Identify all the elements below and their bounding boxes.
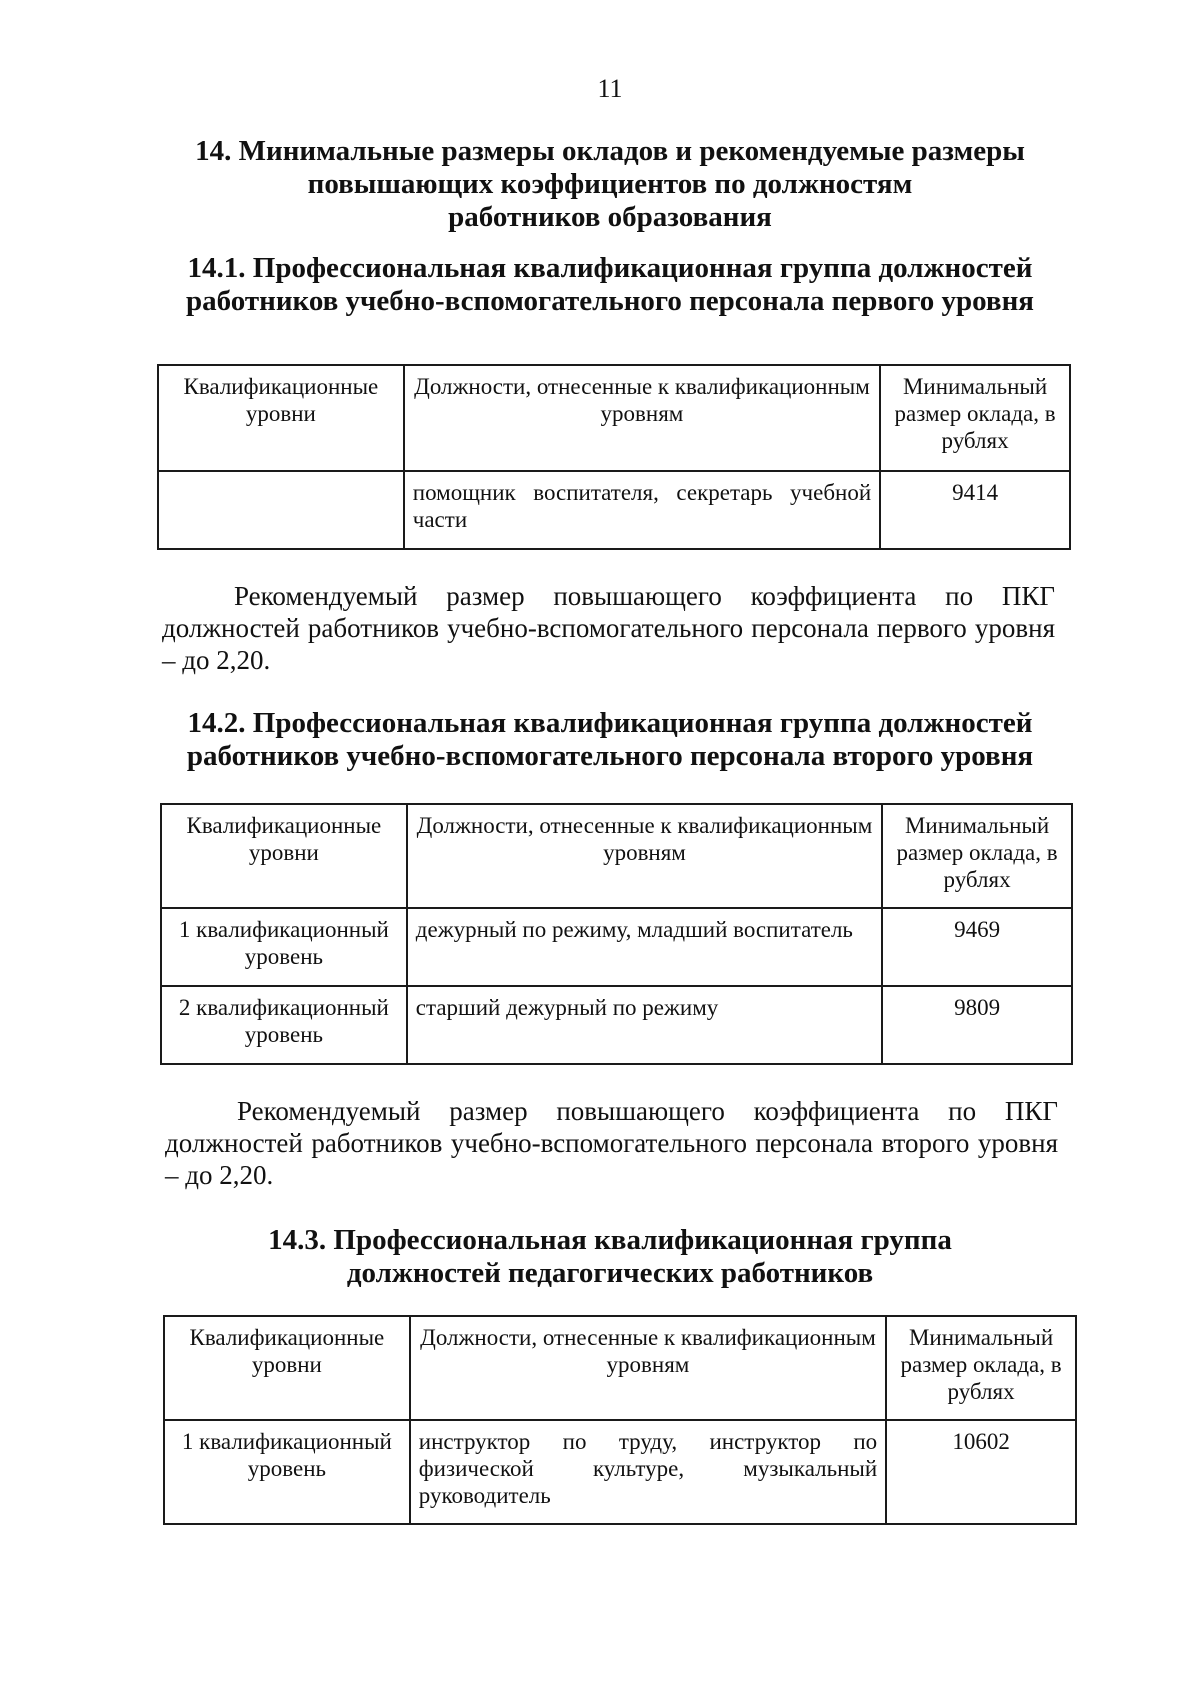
note-14-1: Рекомендуемый размер повышающего коэффициента по ПКГ должностей работников учебно-вспомогательного персонала первого уровня – до 2,20. [162,581,1055,675]
section-title-line-1: 14. Минимальные размеры окладов и рекомендуемые размеры [195,135,1025,167]
subsection-14-3-title-line-2: должностей педагогических работников [346,1257,874,1289]
table-header-row [164,1316,1076,1420]
subsection-14-3-title [150,1224,1070,1290]
note-14-2: Рекомендуемый размер повышающего коэффициента по ПКГ должностей работников учебно-вспомогательного персонала второго уровня – до 2,20. [165,1096,1058,1190]
cell-positions: старший дежурный по режиму [407,986,882,1064]
table-14-1 [157,364,1071,550]
table-row [164,1420,1076,1524]
cell-positions: помощник воспитателя, секретарь учебной части [404,471,880,549]
header-positions: Должности, отнесенные к квалификационным уровням [410,1316,886,1420]
table-row [161,986,1072,1064]
table-row [161,908,1072,986]
subsection-14-3-title-line-1: 14.3. Профессиональная квалификационная группа [268,1224,952,1256]
header-positions: Должности, отнесенные к квалификационным уровням [404,365,880,471]
section-title-line-2: повышающих коэффициентов по должностям [307,168,913,200]
cell-salary: 9414 [880,471,1070,549]
cell-level: 1 квалификационный уровень [161,908,407,986]
header-levels: Квалификационные уровни [164,1316,410,1420]
header-levels: Квалификационные уровни [158,365,404,471]
subsection-14-2-title [150,707,1070,773]
table-14-2 [160,803,1073,1065]
subsection-14-2-title-line-2: работников учебно-вспомогательного персонала второго уровня [186,740,1034,772]
cell-salary: 10602 [886,1420,1076,1524]
table-header-row [161,804,1072,908]
header-salary: Минимальный размер оклада, в рублях [886,1316,1076,1420]
table-header-row [158,365,1070,471]
table-14-3 [163,1315,1077,1525]
cell-level [158,471,404,549]
cell-salary: 9469 [882,908,1072,986]
cell-salary: 9809 [882,986,1072,1064]
header-positions: Должности, отнесенные к квалификационным уровням [407,804,882,908]
table-row [158,471,1070,549]
subsection-14-2-title-line-1: 14.2. Профессиональная квалификационная группа должностей [187,707,1033,739]
page-number: 11 [597,74,623,103]
cell-positions: дежурный по режиму, младший воспитатель [407,908,882,986]
header-levels: Квалификационные уровни [161,804,407,908]
subsection-14-1-title-line-2: работников учебно-вспомогательного персонала первого уровня [186,285,1034,317]
subsection-14-1-title [150,252,1070,318]
subsection-14-1-title-line-1: 14.1. Профессиональная квалификационная группа должностей [187,252,1033,284]
section-title [150,135,1070,234]
section-title-line-3: работников образования [448,201,772,233]
header-salary: Минимальный размер оклада, в рублях [880,365,1070,471]
cell-level: 2 квалификационный уровень [161,986,407,1064]
cell-level: 1 квалификационный уровень [164,1420,410,1524]
header-salary: Минимальный размер оклада, в рублях [882,804,1072,908]
cell-positions: инструктор по труду, инструктор по физической культуре, музыкальный руководитель [410,1420,886,1524]
